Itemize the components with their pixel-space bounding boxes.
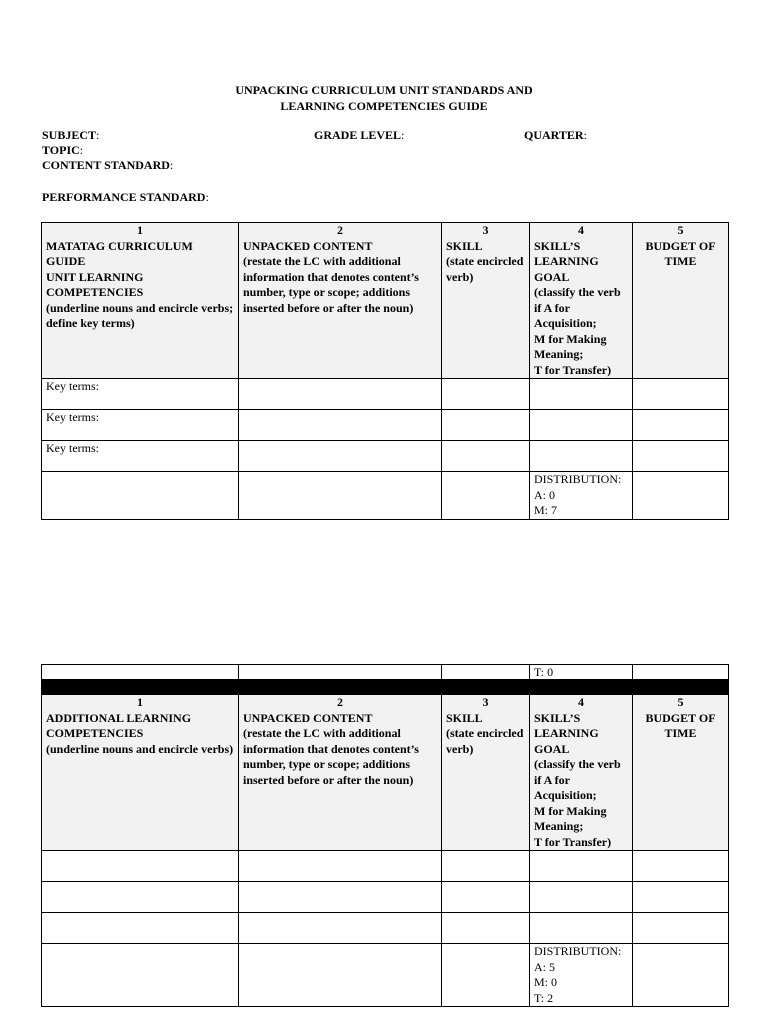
table-cell[interactable] — [42, 882, 239, 913]
black-divider — [42, 680, 729, 695]
table-cell[interactable] — [42, 851, 239, 882]
table-cell[interactable] — [442, 379, 530, 410]
table-cell[interactable] — [42, 944, 239, 1007]
table-cell[interactable] — [239, 410, 442, 441]
topic-label: TOPIC: — [42, 143, 84, 157]
table-cell[interactable] — [442, 665, 530, 680]
table-cell[interactable] — [633, 665, 729, 680]
table-cell[interactable] — [442, 944, 530, 1007]
table-row — [42, 913, 729, 944]
table-row — [42, 410, 729, 441]
header-cell-2: 2 UNPACKED CONTENT (restate the LC with additional information that denotes content’s number, type or scope; additions inserted before or after the noun) — [239, 223, 442, 379]
table-cell[interactable] — [530, 913, 633, 944]
table-cell[interactable] — [239, 882, 442, 913]
table-cell[interactable] — [42, 913, 239, 944]
header-cell-4: 4 SKILL’S LEARNING GOAL (classify the verb if A for Acquisition; M for Making Meaning; T for Transfer) — [530, 223, 633, 379]
table-cell[interactable] — [442, 441, 530, 472]
table-cell[interactable] — [239, 379, 442, 410]
header-cell-5: 5 BUDGET OF TIME — [633, 695, 729, 851]
table-row — [42, 441, 729, 472]
table-row — [42, 851, 729, 882]
table-cell[interactable] — [442, 851, 530, 882]
additional-competencies-table — [41, 664, 729, 1007]
header-cell-2: 2 UNPACKED CONTENT (restate the LC with additional information that denotes content’s number, type or scope; additions inserted before or after the noun) — [239, 695, 442, 851]
carry-over-cell: T: 0 — [530, 665, 633, 680]
table-cell[interactable] — [633, 379, 729, 410]
table-cell[interactable] — [239, 441, 442, 472]
key-terms-cell[interactable]: Key terms: — [42, 410, 239, 441]
header-cell-3: 3 SKILL (state encircled verb) — [442, 695, 530, 851]
table-row — [42, 472, 729, 520]
performance-standard-label: PERFORMANCE STANDARD: — [42, 190, 209, 204]
header-cell-5: 5 BUDGET OF TIME — [633, 223, 729, 379]
quarter-label: QUARTER: — [524, 128, 587, 142]
competencies-table — [41, 222, 729, 520]
subject-label: SUBJECT: — [42, 128, 100, 142]
table-cell[interactable] — [633, 882, 729, 913]
title-line-2: LEARNING COMPETENCIES GUIDE — [280, 99, 488, 113]
title-line-1: UNPACKING CURRICULUM UNIT STANDARDS AND — [235, 83, 533, 97]
table-row — [42, 882, 729, 913]
separator-bar — [42, 680, 729, 695]
table-cell[interactable] — [239, 944, 442, 1007]
table-cell[interactable] — [633, 410, 729, 441]
table-cell[interactable] — [239, 913, 442, 944]
table-row — [42, 944, 729, 1007]
table-cell[interactable] — [633, 913, 729, 944]
table-cell[interactable] — [239, 472, 442, 520]
table-cell[interactable] — [442, 472, 530, 520]
key-terms-cell[interactable]: Key terms: — [42, 441, 239, 472]
table-cell[interactable] — [633, 441, 729, 472]
table-cell[interactable] — [42, 665, 239, 680]
header-cell-4: 4 SKILL’S LEARNING GOAL (classify the verb if A for Acquisition; M for Making Meaning; T for Transfer) — [530, 695, 633, 851]
distribution-cell: DISTRIBUTION: A: 0 M: 7 — [530, 472, 633, 520]
table-cell[interactable] — [530, 410, 633, 441]
table-cell[interactable] — [442, 410, 530, 441]
grade-level-label: GRADE LEVEL: — [314, 128, 405, 142]
table-cell[interactable] — [633, 851, 729, 882]
header-cell-1: 1 ADDITIONAL LEARNING COMPETENCIES (underline nouns and encircle verbs) — [42, 695, 239, 851]
content-standard-label: CONTENT STANDARD: — [42, 158, 174, 172]
table-cell[interactable] — [42, 472, 239, 520]
table-cell[interactable] — [239, 665, 442, 680]
header-cell-3: 3 SKILL (state encircled verb) — [442, 223, 530, 379]
table-cell[interactable] — [530, 851, 633, 882]
table-cell[interactable] — [239, 851, 442, 882]
table-header-row — [42, 223, 729, 379]
table-cell[interactable] — [633, 472, 729, 520]
table-cell[interactable] — [633, 944, 729, 1007]
table-header-row — [42, 695, 729, 851]
table-cell[interactable] — [442, 882, 530, 913]
table-row — [42, 379, 729, 410]
key-terms-cell[interactable]: Key terms: — [42, 379, 239, 410]
distribution-cell: DISTRIBUTION: A: 5 M: 0 T: 2 — [530, 944, 633, 1007]
table-cell[interactable] — [442, 913, 530, 944]
carry-over-row — [42, 665, 729, 680]
header-cell-1: 1 MATATAG CURRICULUM GUIDE UNIT LEARNING COMPETENCIES (underline nouns and encircle verbs; define key terms) — [42, 223, 239, 379]
table-cell[interactable] — [530, 882, 633, 913]
document-title — [0, 82, 768, 114]
table-cell[interactable] — [530, 379, 633, 410]
table-cell[interactable] — [530, 441, 633, 472]
